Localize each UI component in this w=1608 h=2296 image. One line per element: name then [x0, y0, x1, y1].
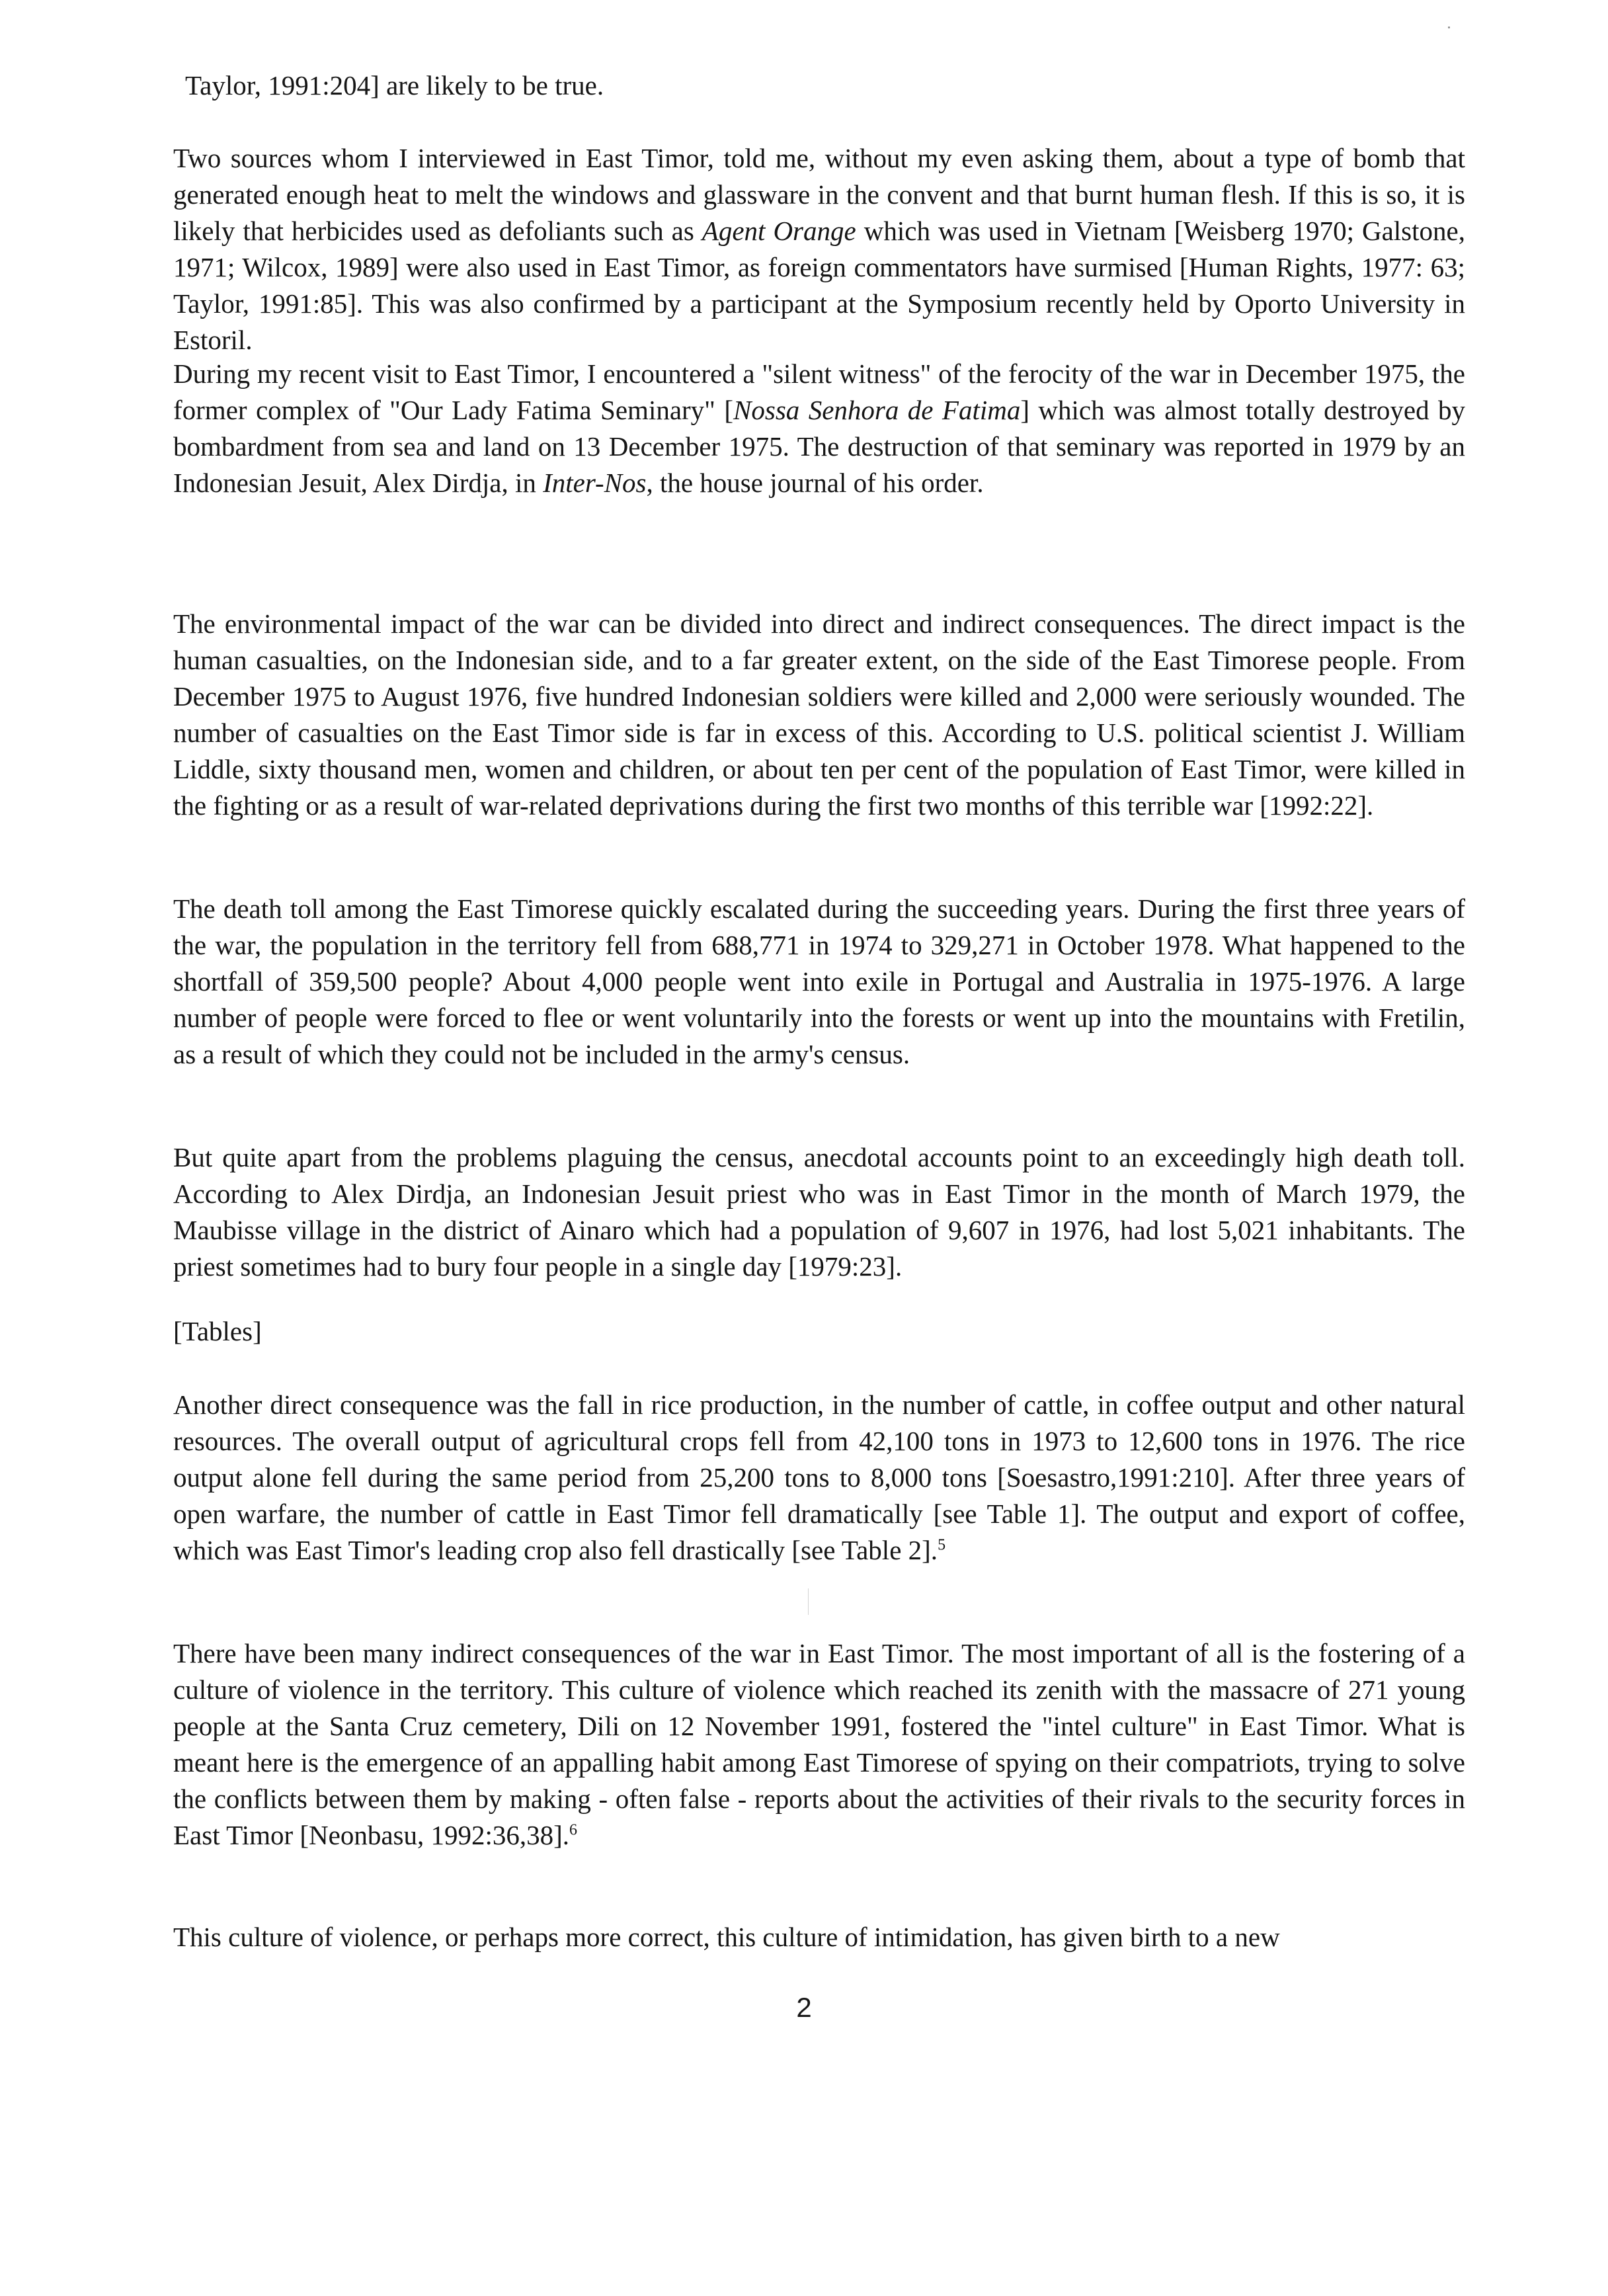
paragraph-environmental-impact: The environmental impact of the war can be divided into direct and indirect consequences. The direct impact is the human casualties, on the Indonesian side, and to a far greater extent, on the side of the East Timorese people. From December 1975 to August 1976, five hundred Indonesian soldiers were killed and 2,000 were seriously wounded. The number of casualties on the East Timor side is far in excess of this. According to U.S. political scientist J. William Liddle, sixty thousand men, women and children, or about ten per cent of the population of East Timor, were killed in the fighting or as a result of war-related deprivations during the first two months of this terrible war [1992:22]. — [173, 608, 1465, 821]
scan-speck — [1448, 26, 1450, 28]
paragraph-text: There have been many indirect consequences of the war in East Timor. The most important of all is the fostering of a culture of violence in the territory. This culture of violence which reached its zenith with the massacre of 271 young people at the Santa Cruz cemetery, Dili on 12 November 1991, fostered the "intel culture" in East Timor. What is meant here is the emergence of an appalling habit among East Timorese of spying on their compatriots, trying to solve the conflicts between them by making - often false - reports about the activities of their rivals to the security forces in East Timor [Neonbasu, 1992:36,38]. — [173, 1638, 1465, 1850]
paragraph-anecdotal-accounts: But quite apart from the problems plaguing the census, anecdotal accounts point to an exceedingly high death toll. According to Alex Dirdja, an Indonesian Jesuit priest who was in East Timor in the month of March 1979, the Maubisse village in the district of Ainaro which had a population of 9,607 in 1976, had lost 5,021 inhabitants. The priest sometimes had to bury four people in a single day [1979:23]. — [173, 1142, 1465, 1282]
footnote-ref: 5 — [938, 1536, 946, 1554]
continued-line: Taylor, 1991:204] are likely to be true. — [185, 70, 604, 101]
scan-artifact-line — [808, 1588, 809, 1615]
page-number: 2 — [796, 1992, 812, 2023]
paragraph-intimidation: This culture of violence, or perhaps more correct, this culture of intimidation, has given birth to a new — [173, 1922, 1280, 1952]
paragraph-seminary — [173, 356, 1465, 501]
paragraph-text: which was used in Vietnam [Weisberg 1970; Galstone, 1971; Wilcox, 1989] were also used in East Timor, as foreign commentators have surmised [Human Rights, 1977: 63; Taylor, 1991:85]. This was also confirmed by a participant at the Symposium recently held by Oporto University in Estoril. — [173, 216, 1465, 355]
paragraph-text: Two sources whom I interviewed in East Timor, told me, without my even asking them, about a type of bomb that generated enough heat to melt the windows and glassware in the convent and that burnt human flesh. If this is so, it is likely that herbicides used as defoliants such as — [173, 143, 1465, 246]
italic-term: Inter-Nos — [543, 468, 647, 498]
paragraph-text: Another direct consequence was the fall in rice production, in the number of cattle, in coffee output and other natural resources. The overall output of agricultural crops fell from 42,100 tons in 1973 to 12,600 tons in 1976. The rice output alone fell during the same period from 25,200 tons to 8,000 tons [Soesastro,1991:210]. After three years of open warfare, the number of cattle in East Timor fell dramatically [see Table 1]. The output and export of coffee, which was East Timor's leading crop also fell drastically [see Table 2]. — [173, 1389, 1465, 1565]
tables-placeholder: [Tables] — [173, 1316, 262, 1346]
paragraph-rice-cattle-coffee — [173, 1387, 1465, 1569]
paragraph-text: During my recent visit to East Timor, I encountered a "silent witness" of the ferocity of the war in December 1975, the former complex of "Our Lady Fatima Seminary" [ — [173, 358, 1465, 425]
paragraph-text: ] which was almost totally destroyed by bombardment from sea and land on 13 December 1975. The destruction of that seminary was reported in 1979 by an Indonesian Jesuit, Alex Dirdja, in — [173, 395, 1466, 498]
paragraph-culture-of-violence — [173, 1635, 1465, 1854]
paragraph-bomb-sources — [173, 140, 1465, 358]
italic-term: Agent Orange — [702, 216, 856, 246]
paragraph-death-toll: The death toll among the East Timorese quickly escalated during the succeeding years. During the first three years of the war, the population in the territory fell from 688,771 in 1974 to 329,271 in October 1978. What happened to the shortfall of 359,500 people? About 4,000 people went into exile in Portugal and Australia in 1975-1976. A large number of people were forced to flee or went voluntarily into the forests or went up into the mountains with Fretilin, as a result of which they could not be included in the army's census. — [173, 893, 1465, 1069]
italic-term: Nossa Senhora de Fatima — [733, 395, 1021, 425]
paragraph-text: , the house journal of his order. — [646, 468, 984, 498]
footnote-ref: 6 — [569, 1821, 578, 1839]
